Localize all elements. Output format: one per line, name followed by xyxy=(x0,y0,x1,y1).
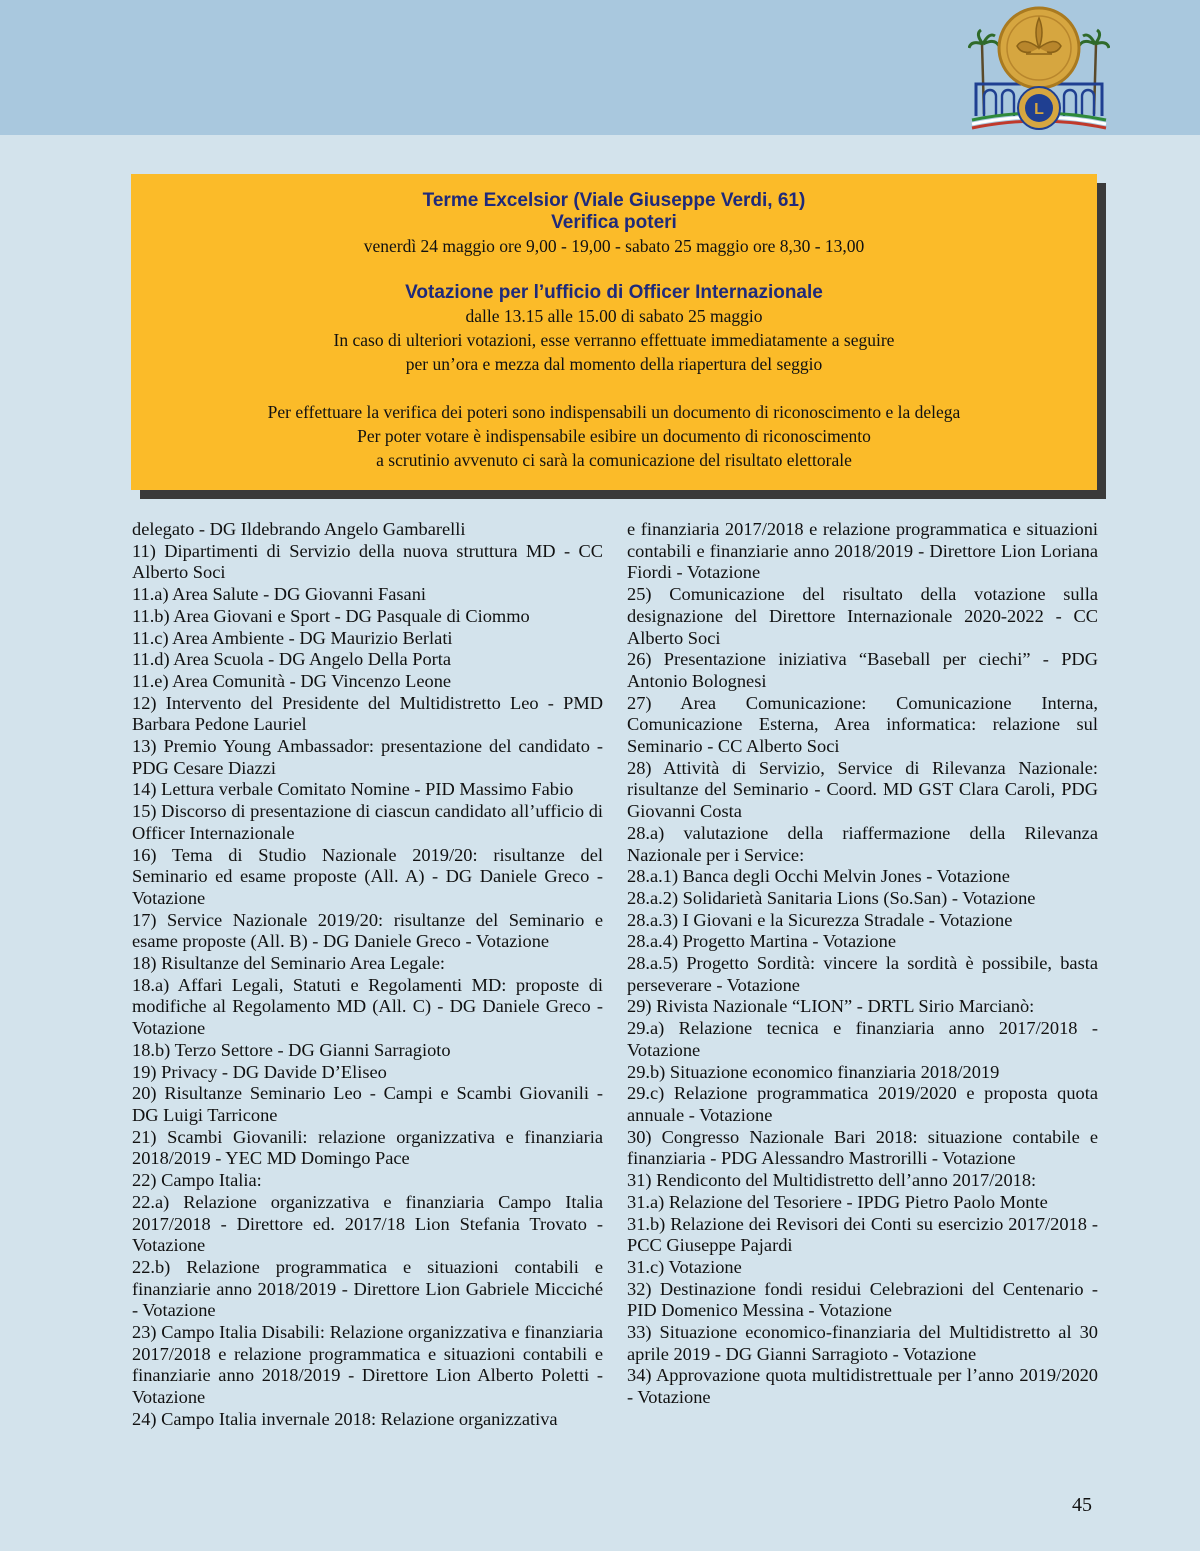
agenda-item: 18.a) Affari Legali, Statuti e Regolamenti MD: proposte di modifiche al Regolamento MD (All. C) - DG Daniele Greco - Votazione xyxy=(132,974,603,1039)
requirement-line: a scrutinio avvenuto ci sarà la comunicazione del risultato elettorale xyxy=(376,450,852,470)
agenda-item: 32) Destinazione fondi residui Celebrazioni del Centenario - PID Domenico Messina - Votazione xyxy=(627,1278,1098,1321)
agenda-item: 24) Campo Italia invernale 2018: Relazione organizzativa xyxy=(132,1408,558,1429)
agenda-item: 31) Rendiconto del Multidistretto dell’anno 2017/2018: xyxy=(627,1170,1037,1191)
agenda-item: 17) Service Nazionale 2019/20: risultanze del Seminario e esame proposte (All. B) - DG Daniele Greco - Votazione xyxy=(132,909,603,952)
agenda-item: delegato - DG Ildebrando Angelo Gambarelli xyxy=(132,519,466,539)
agenda-item: 28.a.3) I Giovani e la Sicurezza Stradale - Votazione xyxy=(627,909,1013,930)
agenda-item: 28.a) valutazione della riaffermazione della Rilevanza Nazionale per i Service: xyxy=(627,822,1098,865)
agenda-item: 11.e) Area Comunità - DG Vincenzo Leone xyxy=(132,670,452,691)
agenda-item: 13) Premio Young Ambassador: presentazione del candidato - PDG Cesare Diazzi xyxy=(132,736,603,778)
agenda-item: 23) Campo Italia Disabili: Relazione organizzativa e finanziaria 2017/2018 e relazione programmatica e situazioni contabili e finanziarie anno 2018/2019 - Direttore Lion Alberto Poletti - Votazione xyxy=(132,1322,603,1408)
page-number: 45 xyxy=(1072,1494,1092,1516)
agenda-item: 11.b) Area Giovani e Sport - DG Pasquale di Ciommo xyxy=(132,605,530,626)
vote-line: In caso di ulteriori votazioni, esse verranno effettuate immediatamente a seguire xyxy=(333,330,895,350)
agenda-item: 29) Rivista Nazionale “LION” - DRTL Sirio Marcianò: xyxy=(627,996,1035,1017)
agenda-item: 16) Tema di Studio Nazionale 2019/20: risultanze del Seminario ed esame proposte (All. A) - DG Daniele Greco - Votazione xyxy=(132,844,603,908)
agenda-item: 11.c) Area Ambiente - DG Maurizio Berlati xyxy=(132,627,453,648)
agenda-item: 25) Comunicazione del risultato della votazione sulla designazione del Direttore Internazionale 2020-2022 - CC Alberto Soci xyxy=(627,584,1098,648)
agenda-item: 31.c) Votazione xyxy=(627,1256,742,1277)
agenda-item: 31.b) Relazione dei Revisori dei Conti su esercizio 2017/2018 - PCC Giuseppe Pajardi xyxy=(627,1213,1098,1256)
agenda-item: 11.d) Area Scuola - DG Angelo Della Porta xyxy=(132,649,452,670)
vote-line: dalle 13.15 alle 15.00 di sabato 25 maggio xyxy=(465,306,763,326)
agenda-item: 11.a) Area Salute - DG Giovanni Fasani xyxy=(132,584,427,605)
agenda-item: 14) Lettura verbale Comitato Nomine - PID Massimo Fabio xyxy=(132,779,574,800)
agenda-item: 15) Discorso di presentazione di ciascun candidato all’ufficio di Officer Internazionale xyxy=(132,801,603,843)
agenda-item: 18) Risultanze del Seminario Area Legale: xyxy=(132,953,446,974)
agenda-item: 28.a.1) Banca degli Occhi Melvin Jones - Votazione xyxy=(627,866,1010,887)
verification-notice-box xyxy=(131,174,1097,490)
agenda-item: 34) Approvazione quota multidistrettuale per l’anno 2019/2020 - Votazione xyxy=(627,1365,1098,1408)
agenda-item: 28.a.5) Progetto Sordità: vincere la sordità è possibile, basta perseverare - Votazione xyxy=(627,953,1098,995)
lions-club-logo xyxy=(968,4,1110,132)
agenda-item: 26) Presentazione iniziativa “Baseball per ciechi” - PDG Antonio Bolognesi xyxy=(627,649,1098,691)
agenda-item: 29.c) Relazione programmatica 2019/2020 e proposta quota annuale - Votazione xyxy=(627,1083,1098,1125)
agenda-item: 28) Attività di Servizio, Service di Rilevanza Nazionale: risultanze del Seminario - Coord. MD GST Clara Caroli, PDG Giovanni Costa xyxy=(627,757,1098,822)
agenda-item: 11) Dipartimenti di Servizio della nuova struttura MD - CC Alberto Soci xyxy=(132,540,603,583)
vote-line: per un’ora e mezza dal momento della riapertura del seggio xyxy=(405,354,823,374)
requirement-line: Per effettuare la verifica dei poteri sono indispensabili un documento di riconoscimento e la delega xyxy=(267,402,961,422)
notice-schedule: venerdì 24 maggio ore 9,00 - 19,00 - sabato 25 maggio ore 8,30 - 13,00 xyxy=(363,236,865,256)
agenda-item: 22.b) Relazione programmatica e situazioni contabili e finanziarie anno 2018/2019 - Direttore Lion Gabriele Micciché - Votazione xyxy=(132,1256,603,1321)
agenda-column-left xyxy=(132,519,603,1431)
requirement-line: Per poter votare è indispensabile esibire un documento di riconoscimento xyxy=(357,426,871,446)
agenda-item: 28.a.4) Progetto Martina - Votazione xyxy=(627,931,896,952)
agenda-item: 29.a) Relazione tecnica e finanziaria anno 2017/2018 - Votazione xyxy=(627,1018,1098,1060)
agenda-item: 20) Risultanze Seminario Leo - Campi e Scambi Giovanili - DG Luigi Tarricone xyxy=(132,1083,603,1125)
agenda-item: 21) Scambi Giovanili: relazione organizzativa e finanziaria 2018/2019 - YEC MD Domingo Pace xyxy=(132,1126,603,1169)
agenda-item: e finanziaria 2017/2018 e relazione programmatica e situazioni contabili e finanziarie anno 2018/2019 - Direttore Lion Loriana Fiordi - Votazione xyxy=(627,519,1098,583)
agenda-item: 31.a) Relazione del Tesoriere - IPDG Pietro Paolo Monte xyxy=(627,1191,1048,1212)
agenda-item: 12) Intervento del Presidente del Multidistretto Leo - PMD Barbara Pedone Lauriel xyxy=(132,692,603,735)
agenda-item: 18.b) Terzo Settore - DG Gianni Sarragioto xyxy=(132,1039,451,1060)
agenda-item: 22.a) Relazione organizzativa e finanziaria Campo Italia 2017/2018 - Direttore ed. 2017/18 Lion Stefania Trovato - Votazione xyxy=(132,1191,603,1256)
notice-subtitle: Verifica poteri xyxy=(551,212,677,233)
agenda-item: 29.b) Situazione economico finanziaria 2018/2019 xyxy=(627,1061,1000,1082)
vote-title: Votazione per l’ufficio di Officer Internazionale xyxy=(405,282,823,303)
agenda-item: 30) Congresso Nazionale Bari 2018: situazione contabile e finanziaria - PDG Alessandro Mastrorilli - Votazione xyxy=(627,1126,1098,1169)
agenda-item: 27) Area Comunicazione: Comunicazione Interna, Comunicazione Esterna, Area informatica: relazione sul Seminario - CC Alberto Soci xyxy=(627,692,1098,757)
agenda-item: 28.a.2) Solidarietà Sanitaria Lions (So.San) - Votazione xyxy=(627,887,1036,908)
agenda-item: 22) Campo Italia: xyxy=(132,1170,262,1191)
agenda-column-right xyxy=(627,519,1098,1409)
svg-text:L: L xyxy=(1034,101,1044,118)
agenda-item: 33) Situazione economico-finanziaria del Multidistretto al 30 aprile 2019 - DG Gianni Sarragioto - Votazione xyxy=(627,1322,1098,1364)
agenda-item: 19) Privacy - DG Davide D’Eliseo xyxy=(132,1061,387,1082)
notice-title: Terme Excelsior (Viale Giuseppe Verdi, 61) xyxy=(422,190,806,211)
